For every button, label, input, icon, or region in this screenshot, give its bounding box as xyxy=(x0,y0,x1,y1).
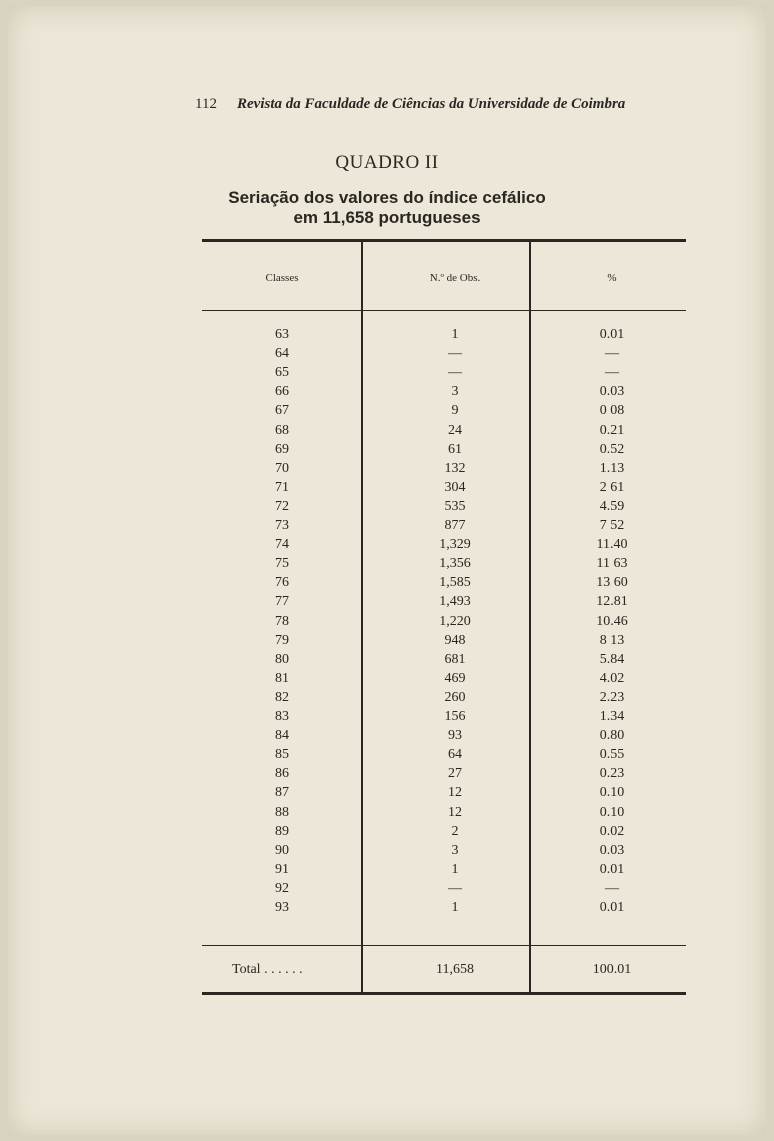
cell-classe: 86 xyxy=(275,766,289,782)
cell-obs: 3 xyxy=(451,384,459,400)
cell-obs: 304 xyxy=(444,479,466,495)
cell-obs: 1 xyxy=(451,861,459,877)
cell-classe: 93 xyxy=(275,900,289,915)
cell-pct: — xyxy=(605,880,619,896)
cell-obs: — xyxy=(448,365,462,381)
cell-classe: 88 xyxy=(275,804,289,820)
page-number: 112 xyxy=(195,96,217,112)
total-pct: 100.01 xyxy=(592,962,632,977)
column-divider-2 xyxy=(529,241,531,993)
cell-pct: 0.03 xyxy=(599,842,625,858)
cell-pct: 1.13 xyxy=(599,460,625,476)
cell-classe: 67 xyxy=(275,403,289,419)
cell-pct: 7 52 xyxy=(599,518,625,533)
cell-obs: 877 xyxy=(444,518,466,533)
cell-obs: 1,356 xyxy=(439,556,471,572)
cell-obs: 1,329 xyxy=(439,537,471,553)
cell-pct: 0.21 xyxy=(599,422,625,438)
cell-classe: 78 xyxy=(275,613,289,629)
column-divider-1 xyxy=(361,241,363,993)
cell-pct: 0.80 xyxy=(599,728,625,744)
cell-obs: 9 xyxy=(451,403,459,419)
cell-pct: 0.55 xyxy=(599,747,625,763)
cell-pct: — xyxy=(605,365,619,381)
table-title xyxy=(0,188,774,228)
cell-obs: 12 xyxy=(448,804,462,820)
cell-pct: 2.23 xyxy=(599,689,625,705)
cell-pct: 0.02 xyxy=(599,823,625,839)
cell-obs: — xyxy=(448,346,462,362)
cell-obs: 681 xyxy=(444,651,466,667)
cell-pct: 5.84 xyxy=(599,651,625,667)
cell-pct: 4.02 xyxy=(599,670,625,686)
cell-classe: 69 xyxy=(275,441,289,457)
cell-classe: 65 xyxy=(275,365,289,381)
cell-pct: 0.23 xyxy=(599,766,625,782)
cell-classe: 66 xyxy=(275,384,289,400)
cell-classe: 81 xyxy=(275,670,289,686)
journal-title: Revista da Faculdade de Ciências da Universidade de Coimbra xyxy=(237,96,626,112)
cell-classe: 72 xyxy=(275,498,289,514)
column-header-classes: Classes xyxy=(265,272,299,284)
cell-obs: 948 xyxy=(444,632,466,648)
cell-pct: 2 61 xyxy=(599,479,625,495)
cell-classe: 83 xyxy=(275,709,289,724)
cell-pct: 13 60 xyxy=(596,575,628,591)
cell-pct: 0.52 xyxy=(599,441,625,457)
cell-obs: 24 xyxy=(448,422,462,438)
cell-obs: 156 xyxy=(444,709,466,724)
cell-obs: 132 xyxy=(444,460,466,476)
cell-pct: 11.40 xyxy=(596,537,628,553)
cell-classe: 68 xyxy=(275,422,289,438)
cell-obs: 64 xyxy=(448,747,462,763)
cell-obs: 535 xyxy=(444,498,466,514)
cell-classe: 91 xyxy=(275,861,289,877)
cell-classe: 70 xyxy=(275,460,289,476)
cell-obs: 1,493 xyxy=(439,594,471,610)
cell-obs: 469 xyxy=(444,670,466,686)
header-rule xyxy=(202,310,686,311)
table-title-line-1: Seriação dos valores do índice cefálico xyxy=(228,188,546,207)
cell-obs: — xyxy=(448,880,462,896)
cell-obs: 2 xyxy=(451,823,459,839)
cell-obs: 93 xyxy=(448,728,462,744)
cell-obs: 1 xyxy=(451,900,459,915)
cell-pct: 0.10 xyxy=(599,804,625,820)
cell-obs: 27 xyxy=(448,766,462,782)
cell-obs: 1 xyxy=(451,327,459,342)
table-title-line-2: em 11,658 portugueses xyxy=(293,208,481,227)
cell-obs: 12 xyxy=(448,785,462,801)
cell-obs: 1,220 xyxy=(439,613,471,629)
cell-pct: 1.34 xyxy=(599,709,625,724)
cell-classe: 87 xyxy=(275,785,289,801)
cell-classe: 90 xyxy=(275,842,289,858)
cell-classe: 74 xyxy=(275,537,289,553)
bottom-rule xyxy=(202,992,686,995)
cell-classe: 84 xyxy=(275,728,289,744)
cell-pct: 10.46 xyxy=(596,613,628,629)
cell-classe: 85 xyxy=(275,747,289,763)
cell-pct: 0.03 xyxy=(599,384,625,400)
cell-pct: 0.10 xyxy=(599,785,625,801)
table-label: QUADRO II xyxy=(335,152,439,173)
cell-classe: 92 xyxy=(275,880,289,896)
top-rule xyxy=(202,239,686,242)
cell-pct: — xyxy=(605,346,619,362)
cell-obs: 1,585 xyxy=(439,575,471,591)
cell-pct: 0 08 xyxy=(599,403,625,419)
cell-pct: 0.01 xyxy=(599,900,625,915)
cell-classe: 80 xyxy=(275,651,289,667)
total-rule xyxy=(202,945,686,946)
total-obs: 11,658 xyxy=(436,962,474,977)
cell-pct: 4.59 xyxy=(599,498,625,514)
cell-classe: 89 xyxy=(275,823,289,839)
cell-classe: 77 xyxy=(275,594,289,610)
cell-pct: 0.01 xyxy=(599,861,625,877)
total-label: Total . . . . . . xyxy=(232,962,303,977)
cell-classe: 64 xyxy=(275,346,289,362)
cell-pct: 8 13 xyxy=(599,632,625,648)
cell-obs: 3 xyxy=(451,842,459,858)
cell-pct: 11 63 xyxy=(596,556,628,572)
cell-obs: 61 xyxy=(448,441,462,457)
cell-classe: 63 xyxy=(275,327,289,342)
cell-classe: 79 xyxy=(275,632,289,648)
cell-classe: 76 xyxy=(275,575,289,591)
column-header-pct: % xyxy=(607,272,617,284)
cell-classe: 73 xyxy=(275,518,289,533)
cell-classe: 71 xyxy=(275,479,289,495)
cell-classe: 75 xyxy=(275,556,289,572)
cell-classe: 82 xyxy=(275,689,289,705)
page xyxy=(8,6,766,1135)
cell-pct: 12.81 xyxy=(596,594,628,610)
column-header-obs: N.º de Obs. xyxy=(429,272,481,284)
cell-obs: 260 xyxy=(444,689,466,705)
cell-pct: 0.01 xyxy=(599,327,625,342)
